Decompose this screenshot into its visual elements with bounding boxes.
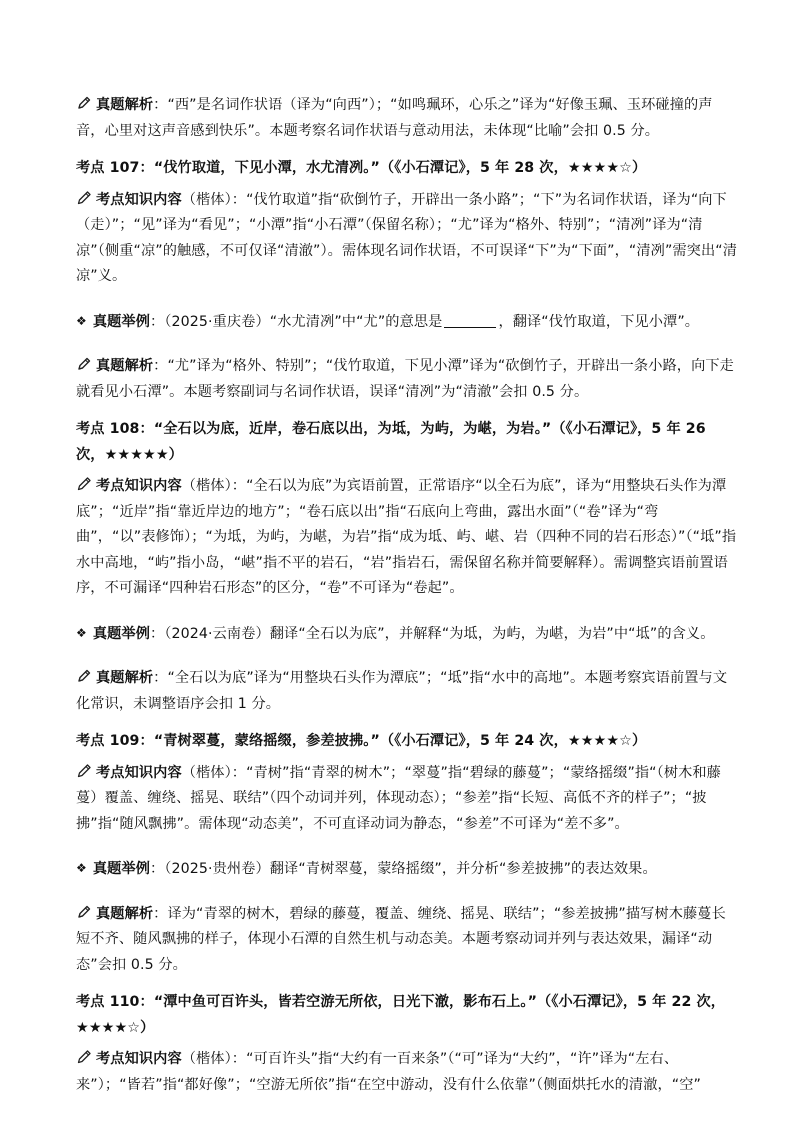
- diamond-bullet-icon: ❖: [76, 625, 87, 640]
- example-label: 真题举例: [92, 625, 151, 642]
- analysis-text: ：“尤”译为“格外、特别”；“伐竹取道，下见小潭”译为“砍倒竹子，开辟出一条小路，向下走就看见小石潭”。本题考察副词与名词作状语，误译“清冽”为“清澈”会扣 0.5 分。: [76, 358, 734, 400]
- pen-icon: [76, 763, 92, 779]
- pencil-icon: [76, 356, 92, 372]
- kp107-knowledge: [76, 188, 737, 290]
- pencil-icon: [76, 668, 92, 684]
- answer-blank: [444, 313, 496, 328]
- kp107-title: 考点 107：“伐竹取道，下见小潭，水尤清冽。”（《小石潭记》，5 年 28 次，★★★★☆）: [76, 160, 647, 176]
- knowledge-text: （楷体）：“全石以为底”为宾语前置，正常语序“以全石为底”，译为“用整块石头作为潭底”；“近岸”指“靠近岸边的地方”；“卷石底以出”指“石底向上弯曲，露出水面”（“卷”译为“弯曲”，“以”表修饰）；“为坻，为屿，为嵁，为岩”指“成为坻、屿、嵁、岩（四种不同的岩石形态）”（“坻”指水中高地，“屿”指小岛，“嵁”指不平的岩石，“岩”指岩石，需保留名称并简要解释）。需调整宾语前置语序，不可漏译“四种岩石形态”的区分，“卷”不可译为“卷起”。: [76, 478, 737, 596]
- diamond-bullet-icon: ❖: [76, 313, 87, 328]
- analysis-label: 真题解析: [96, 97, 154, 113]
- analysis-text: ：“全石以为底”译为“用整块石头作为潭底”；“坻”指“水中的高地”。本题考察宾语前置与文化常识，未调整语序会扣 1 分。: [76, 670, 728, 712]
- knowledge-text: （楷体）：“伐竹取道”指“砍倒竹子，开辟出一条小路”；“下”为名词作状语，译为“向下（走）”；“见”译为“看见”；“小潭”指“小石潭”（保留名称）；“尤”译为“格外、特别”；“清冽”译为“清凉”（侧重“凉”的触感，不可仅译“清澈”）。需体现名词作状语，不可误译“下”为“下面”，“清冽”需突出“清凉”义。: [76, 191, 737, 284]
- kp109-title: 考点 109：“青树翠蔓，蒙络摇缀，参差披拂。”（《小石潭记》，5 年 24 次，★★★★☆）: [76, 733, 647, 749]
- example-label: 真题举例: [92, 861, 151, 877]
- kp109-analysis: [76, 902, 737, 979]
- example-text: ：（2024·云南卷）翻译“全石以为底”，并解释“为坻，为屿，为嵁，为岩”中“坻”的含义。: [150, 625, 715, 642]
- kp107-example: [76, 309, 737, 336]
- kp110-title: 考点 110：“潭中鱼可百许头，皆若空游无所依，日光下澈，影布石上。”（《小石潭记》，5 年 22 次，★★★★☆）: [76, 994, 726, 1036]
- knowledge-text: （楷体）：“青树”指“青翠的树木”；“翠蔓”指“碧绿的藤蔓”；“蒙络摇缀”指“（树木和藤蔓）覆盖、缠绕、摇晃、联结”（四个动词并列，体现动态）；“参差”指“长短、高低不齐的样子”；“披拂”指“随风飘拂”。需体现“动态美”，不可直译动词为静态，“参差”不可译为“差不多”。: [76, 764, 721, 832]
- diamond-bullet-icon: ❖: [76, 861, 87, 875]
- knowledge-label: 考点知识内容: [96, 191, 182, 208]
- pencil-icon: [76, 95, 92, 111]
- pen-icon: [76, 476, 92, 492]
- knowledge-label: 考点知识内容: [96, 478, 182, 494]
- kp108-analysis: [76, 666, 737, 717]
- kp109-example: [76, 856, 737, 883]
- pen-icon: [76, 1049, 92, 1065]
- kp108-title: 考点 108：“全石以为底，近岸，卷石底以出，为坻，为屿，为嵁，为岩。”（《小石潭记》，5 年 26 次，★★★★★）: [76, 421, 706, 463]
- example-text-pre: ：（2025·重庆卷）“水尤清冽”中“尤”的意思是: [150, 313, 443, 330]
- kp108-knowledge: [76, 474, 737, 602]
- analysis-label: 真题解析: [96, 670, 154, 686]
- analysis-label: 真题解析: [96, 905, 154, 922]
- knowledge-text: （楷体）：“可百许头”指“大约有一百来条”（“可”译为“大约”，“许”译为“左右、来”）；“皆若”指“都好像”；“空游无所依”指“在空中游动，没有什么依靠”（侧面烘托水的清澈，“空”: [76, 1051, 701, 1093]
- example-text-post: ，翻译“伐竹取道，下见小潭”。: [498, 313, 700, 330]
- kp107-analysis: [76, 354, 737, 405]
- kp109-knowledge: [76, 761, 737, 838]
- analysis-label: 真题解析: [96, 358, 154, 374]
- analysis-text: ：“西”是名词作状语（译为“向西”）；“如鸣珮环，心乐之”译为“好像玉珮、玉环碰撞的声音，心里对这声音感到快乐”。本题考察名词作状语与意动用法，未体现“比喻”会扣 0.5 分。: [76, 97, 713, 139]
- analysis-text: ：译为“青翠的树木，碧绿的藤蔓，覆盖、缠绕、摇晃、联结”；“参差披拂”描写树木藤蔓长短不齐、随风飘拂的样子，体现小石潭的自然生机与动态美。本题考察动词并列与表达效果，漏译“动态”会扣 0.5 分。: [76, 905, 726, 973]
- analysis-paragraph: [76, 93, 737, 144]
- example-text: ：（2025·贵州卷）翻译“青树翠蔓，蒙络摇缀”，并分析“参差披拂”的表达效果。: [150, 861, 657, 877]
- pencil-icon: [76, 904, 92, 920]
- pen-icon: [76, 190, 92, 206]
- kp110-knowledge: [76, 1047, 737, 1098]
- example-label: 真题举例: [92, 313, 151, 330]
- knowledge-label: 考点知识内容: [96, 1051, 182, 1067]
- knowledge-label: 考点知识内容: [96, 764, 182, 781]
- kp108-example: [76, 621, 737, 648]
